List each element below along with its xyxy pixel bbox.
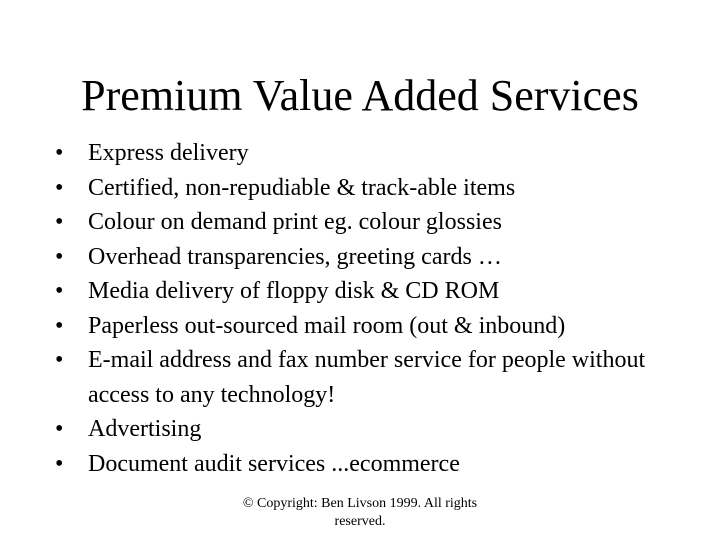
- bullet-item-document-audit: [55, 447, 695, 482]
- bullet-text: Document audit services ...ecommerce: [88, 450, 460, 477]
- bullet-text: Overhead transparencies, greeting cards …: [88, 243, 502, 270]
- bullet-item-colour-print: [55, 205, 695, 240]
- bullet-item-mail-room: [55, 309, 695, 344]
- bullet-icon: •: [55, 243, 64, 270]
- bullet-item-email-fax-service: [55, 343, 695, 412]
- bullet-icon: •: [55, 174, 64, 201]
- bullet-icon: •: [55, 209, 64, 235]
- bullet-item-certified-items: [55, 171, 695, 206]
- bullet-icon: •: [55, 450, 64, 477]
- bullet-icon: •: [55, 140, 64, 166]
- bullet-text: Media delivery of floppy disk & CD ROM: [88, 278, 500, 304]
- bullet-icon: •: [55, 347, 64, 373]
- bullet-item-media-delivery: [55, 274, 695, 309]
- slide-title: Premium Value Added Services: [81, 71, 639, 120]
- bullet-text: Paperless out-sourced mail room (out & inbound): [88, 312, 566, 339]
- bullet-text: Certified, non-repudiable & track-able items: [88, 174, 516, 201]
- bullet-text: Colour on demand print eg. colour glossies: [88, 209, 502, 235]
- bullet-text: Advertising: [88, 416, 202, 442]
- bullet-icon: •: [55, 278, 64, 304]
- bullet-icon: •: [55, 416, 64, 442]
- bullet-item-advertising: [55, 412, 695, 447]
- copyright-footer: © Copyright: Ben Livson 1999. All rights reserved.: [242, 496, 478, 529]
- bullet-item-express-delivery: [55, 136, 695, 171]
- bullet-list: [55, 136, 695, 481]
- bullet-text: Express delivery: [88, 140, 249, 166]
- bullet-icon: •: [55, 312, 64, 339]
- bullet-text: E-mail address and fax number service for people without access to any technology!: [88, 347, 646, 408]
- bullet-item-transparencies: [55, 240, 695, 275]
